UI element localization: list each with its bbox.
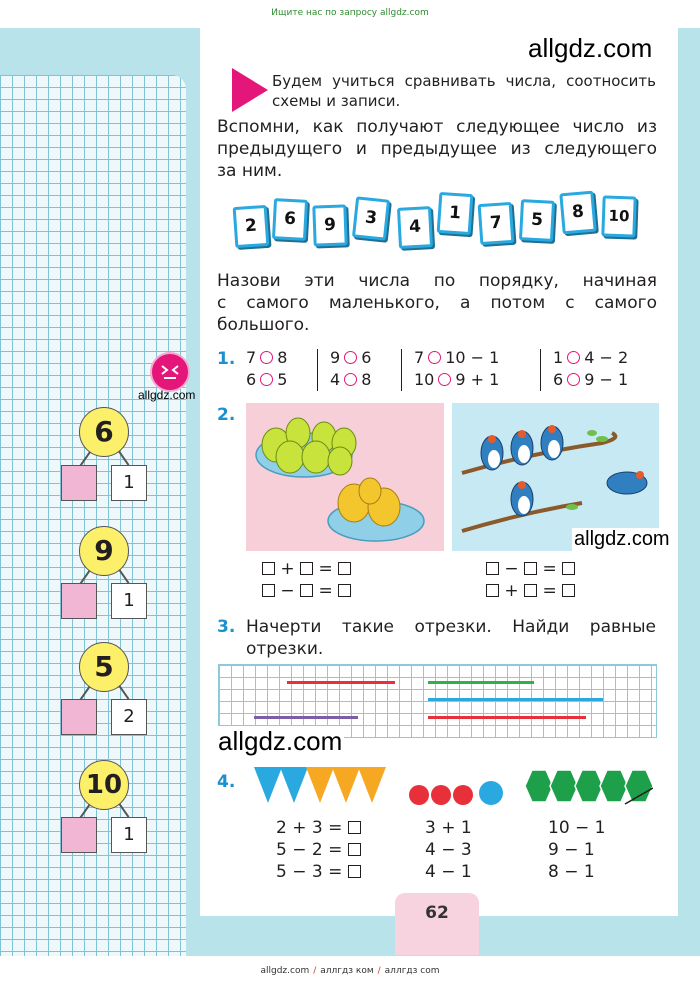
footer-link[interactable]: аллгдз com [384,966,440,976]
order-line: с самого маленького, а потом с самого [217,293,657,313]
scheme-part: 1 [111,583,147,619]
compare-circle[interactable] [438,373,451,386]
number-card: 9 [312,204,347,246]
task-1-col: 1 4 − 2 6 9 − 1 [553,348,629,389]
task-1-col: 9 6 4 8 [330,348,372,389]
compare-circle[interactable] [567,351,580,364]
answer-box[interactable] [262,562,275,575]
compare-circle[interactable] [344,373,357,386]
circles-picture [405,780,505,808]
task-4-col-1: 2 + 3 = 5 − 2 = 5 − 3 = [276,817,361,883]
intro-line: Будем учиться сравнивать числа, соотносить [272,72,656,90]
segment-red-1 [287,681,395,684]
answer-box[interactable] [348,865,361,878]
recall-text [217,116,657,182]
task-3-text [246,616,656,660]
birds-equation-1: − = [486,558,575,580]
number-card: 10 [601,195,636,237]
compare-circle[interactable] [567,373,580,386]
footer-link[interactable]: allgdz.com [260,966,310,976]
footer-separator: / [313,966,317,976]
task-1-number: 1. [217,349,236,369]
recall-line: предыдущего и предыдущее из следующего [217,139,657,159]
answer-box[interactable] [300,562,313,575]
expression: 10 − 1 [548,818,606,838]
divider [317,349,318,391]
number-card: 4 [397,206,433,249]
pears-equation-2: − = [262,580,351,602]
task-1-col: 7 10 − 1 10 9 + 1 [414,348,500,389]
watermark-top: allgdz.com [528,33,653,63]
compare-circle[interactable] [260,351,273,364]
scheme-blank-part[interactable] [61,817,97,853]
number-card: 7 [478,202,515,245]
expression: 4 − 1 [425,862,472,882]
order-text [217,270,657,336]
header-note: Ищите нас по запросу allgdz.com [271,8,429,18]
number-card: 2 [233,205,270,248]
compare-circle[interactable] [428,351,441,364]
page-number-tab [395,893,479,955]
divider [401,349,402,391]
intro-arrow-icon [232,68,268,112]
answer-box[interactable] [486,584,499,597]
scheme-whole: 6 [79,407,129,457]
pears-equation-1: + = [262,558,351,580]
answer-box[interactable] [562,562,575,575]
scheme-blank-part[interactable] [61,465,97,501]
task-1-col: 7 8 6 5 [246,348,288,389]
watermark-grid: allgdz.com [218,726,343,756]
answer-box[interactable] [562,584,575,597]
expression: 3 + 1 [425,818,472,838]
footer-separator: / [377,966,381,976]
triangles-picture [252,765,386,805]
scheme-part: 1 [111,817,147,853]
segment-purple [254,716,358,719]
answer-box[interactable] [486,562,499,575]
answer-box[interactable] [338,562,351,575]
number-card: 8 [559,191,596,235]
task-4-col-3 [548,817,606,883]
logo-face-icon [152,354,188,390]
scheme-whole: 5 [79,642,129,692]
segment-green [428,681,534,684]
answer-box[interactable] [338,584,351,597]
scheme-blank-part[interactable] [61,699,97,735]
number-card: 5 [519,199,555,242]
scheme-part: 1 [111,465,147,501]
allgdz-logo [150,352,190,392]
task-4-number: 4. [217,772,236,792]
scheme-part: 2 [111,699,147,735]
intro-line: схемы и записи. [272,92,401,110]
answer-box[interactable] [262,584,275,597]
footer-link[interactable]: аллгдз ком [320,966,374,976]
watermark-birds: allgdz.com [574,528,670,550]
order-line: большого. [217,315,310,335]
number-card: 3 [352,196,390,240]
scheme-whole: 10 [79,760,129,810]
logo-text: allgdz.com [138,388,196,402]
scheme-whole: 9 [79,526,129,576]
segment-blue [428,698,603,701]
compare-circle[interactable] [260,373,273,386]
divider [540,349,541,391]
task-4-col-2 [425,817,472,883]
number-card: 6 [272,198,308,241]
answer-box[interactable] [524,584,537,597]
answer-box[interactable] [524,562,537,575]
task-3-line: Начерти такие отрезки. Найди равные [246,617,656,637]
scheme-blank-part[interactable] [61,583,97,619]
task-3-number: 3. [217,617,236,637]
task-3-line: отрезки. [246,639,324,659]
intro-text [272,71,656,111]
hexagons-picture [523,766,653,806]
task-2-number: 2. [217,405,236,425]
birds-equation-2: + = [486,580,575,602]
expression: 8 − 1 [548,862,595,882]
expression: 4 − 3 [425,840,472,860]
recall-line: Вспомни, как получают следующее число из [217,117,657,137]
pears-picture [246,403,444,551]
number-card: 1 [437,192,474,235]
segment-red-2 [428,716,586,719]
page-number: 62 [425,903,449,923]
answer-box[interactable] [348,821,361,834]
footer-note [0,966,700,976]
compare-circle[interactable] [344,351,357,364]
order-line: Назови эти числа по порядку, начиная [217,271,657,291]
expression: 9 − 1 [548,840,595,860]
answer-box[interactable] [300,584,313,597]
answer-box[interactable] [348,843,361,856]
recall-line: за ним. [217,161,283,181]
